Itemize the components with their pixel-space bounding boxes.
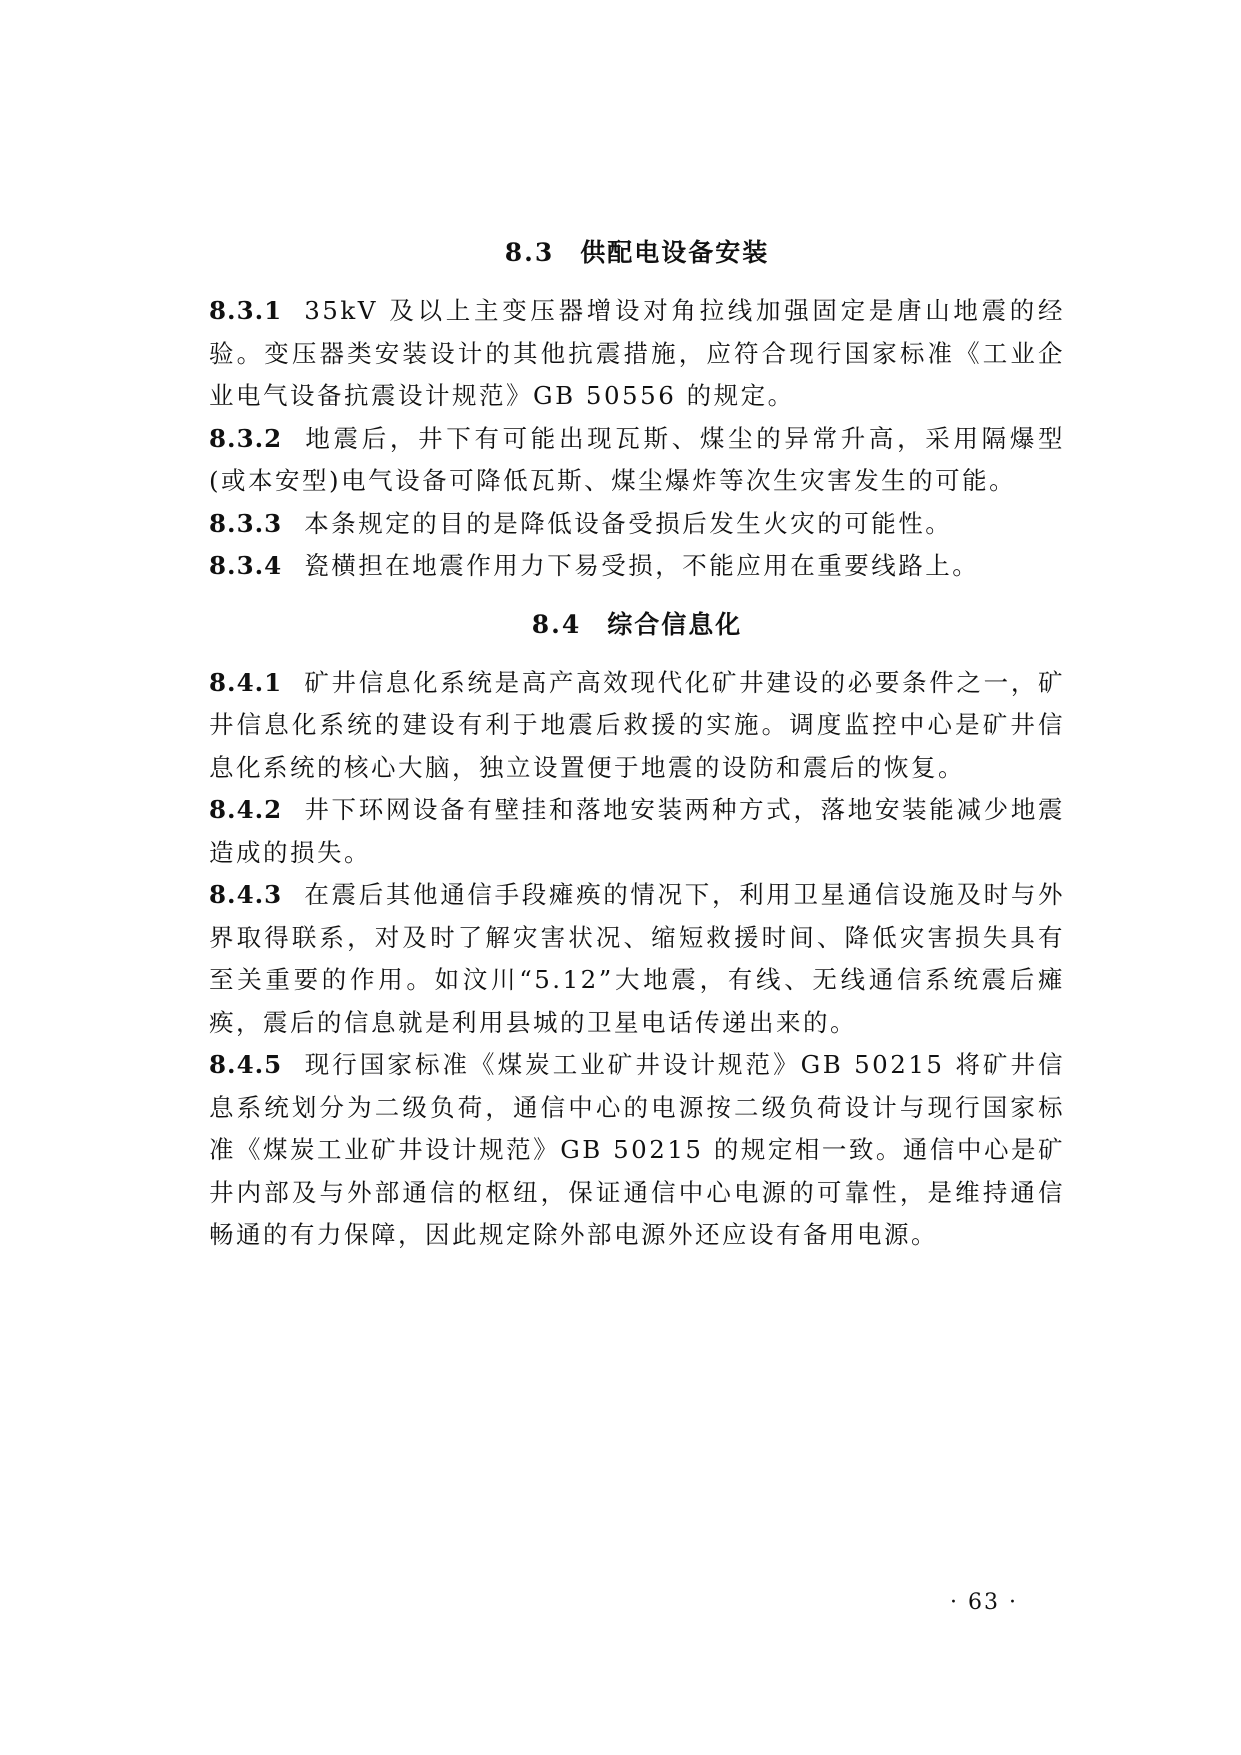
clause-number: 8.4.1 xyxy=(209,667,283,697)
page-content xyxy=(209,238,1065,1257)
section-heading-8-4 xyxy=(209,610,1065,640)
clause-8-4-3 xyxy=(209,874,1065,1044)
clause-text: 矿井信息化系统是高产高效现代化矿井建设的必要条件之一，矿井信息化系统的建设有利于地震后救援的实施。调度监控中心是矿井信息化系统的核心大脑，独立设置便于地震的设防和震后的恢复。 xyxy=(209,667,1065,782)
clause-number: 8.4.3 xyxy=(209,880,283,909)
clause-8-4-2 xyxy=(209,789,1065,874)
clause-text: 瓷横担在地震作用力下易受损，不能应用在重要线路上。 xyxy=(304,551,980,580)
section-title: 供配电设备安装 xyxy=(580,238,770,267)
clause-text: 井下环网设备有壁挂和落地安装两种方式，落地安装能减少地震造成的损失。 xyxy=(209,795,1065,867)
clause-number: 8.3.4 xyxy=(209,551,283,580)
clause-8-3-1 xyxy=(209,290,1065,418)
section-number: 8.3 xyxy=(504,238,555,267)
page-number: · 63 · xyxy=(950,1590,1018,1615)
clause-number: 8.4.2 xyxy=(209,795,283,824)
clause-text: 在震后其他通信手段瘫痪的情况下，利用卫星通信设施及时与外界取得联系，对及时了解灾害状况、缩短救援时间、降低灾害损失具有至关重要的作用。如汶川“5.12”大地震，有线、无线通信系统震后瘫痪，震后的信息就是利用县城的卫星电话传递出来的。 xyxy=(209,880,1065,1037)
clause-8-4-1 xyxy=(209,662,1065,790)
clause-text: 现行国家标准《煤炭工业矿井设计规范》GB 50215 将矿井信息系统划分为二级负荷，通信中心的电源按二级负荷设计与现行国家标准《煤炭工业矿井设计规范》GB 50215 的规定相一致。通信中心是矿井内部及与外部通信的枢纽，保证通信中心电源的可靠性，是维持通信畅通的有力保障，因此规定除外部电源外还应设有备用电源。 xyxy=(209,1050,1065,1249)
clause-number: 8.3.3 xyxy=(209,508,283,538)
section-number: 8.4 xyxy=(531,609,582,639)
clause-8-4-5 xyxy=(209,1044,1065,1257)
section-heading-8-3 xyxy=(209,238,1065,268)
clause-8-3-2 xyxy=(209,418,1065,503)
clause-8-3-4 xyxy=(209,545,1065,588)
clause-number: 8.3.2 xyxy=(209,423,283,453)
clause-8-3-3 xyxy=(209,503,1065,546)
clause-number: 8.4.5 xyxy=(209,1050,283,1079)
clause-text: 35kV 及以上主变压器增设对角拉线加强固定是唐山地震的经验。变压器类安装设计的其他抗震措施，应符合现行国家标准《工业企业电气设备抗震设计规范》GB 50556 的规定。 xyxy=(209,296,1065,410)
clause-number: 8.3.1 xyxy=(209,296,283,325)
clause-text: 地震后，井下有可能出现瓦斯、煤尘的异常升高，采用隔爆型(或本安型)电气设备可降低瓦斯、煤尘爆炸等次生灾害发生的可能。 xyxy=(209,423,1065,495)
section-title: 综合信息化 xyxy=(607,609,743,639)
clause-text: 本条规定的目的是降低设备受损后发生火灾的可能性。 xyxy=(304,508,953,538)
